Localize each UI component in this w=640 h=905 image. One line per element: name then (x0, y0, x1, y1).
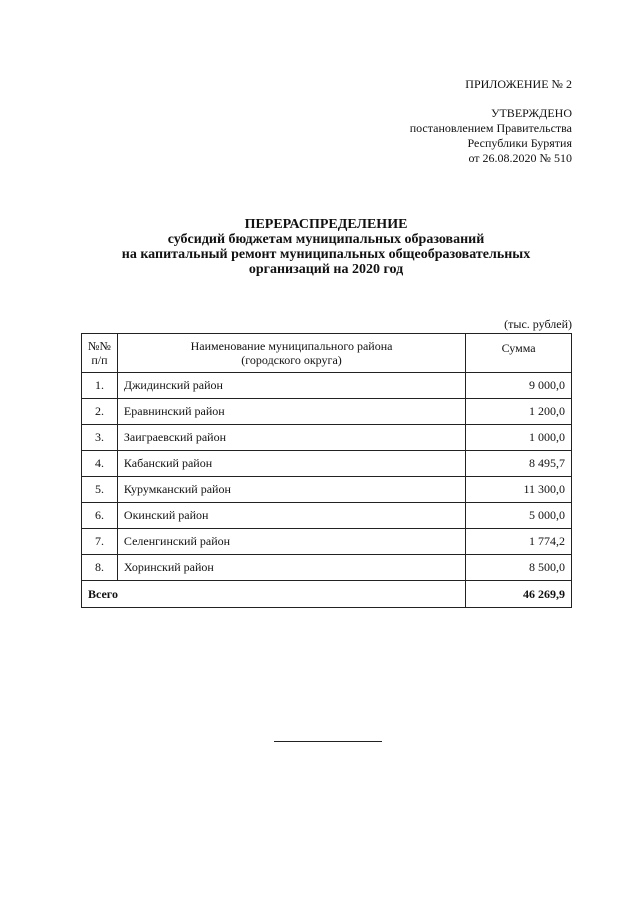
title-line-4: организаций на 2020 год (248, 262, 404, 277)
row-sum: 5 000,0 (466, 503, 572, 529)
table-row (82, 503, 572, 529)
table-row (82, 399, 572, 425)
row-district: Заиграевский район (117, 425, 465, 451)
table-row (82, 373, 572, 399)
table-row (82, 529, 572, 555)
table-row (82, 477, 572, 503)
row-district: Кабанский район (117, 451, 465, 477)
units-label: (тыс. рублей) (504, 317, 572, 331)
approved-date-number: от 26.08.2020 № 510 (468, 151, 572, 165)
row-number: 6. (82, 503, 118, 529)
row-number: 8. (82, 555, 118, 581)
approved-word: УТВЕРЖДЕНО (490, 106, 572, 120)
row-district: Селенгинский район (117, 529, 465, 555)
document-title (70, 217, 582, 277)
title-line-2: субсидий бюджетам муниципальных образований (167, 232, 485, 247)
header-number (82, 334, 118, 373)
row-sum: 8 495,7 (466, 451, 572, 477)
header-sum: Сумма (466, 334, 572, 373)
total-row (82, 581, 572, 608)
row-district: Курумканский район (117, 477, 465, 503)
row-number: 4. (82, 451, 118, 477)
row-district: Еравнинский район (117, 399, 465, 425)
row-number: 5. (82, 477, 118, 503)
approved-authority: Республики Бурятия (467, 136, 572, 150)
row-sum: 1 774,2 (466, 529, 572, 555)
row-sum: 1 000,0 (466, 425, 572, 451)
total-sum: 46 269,9 (466, 581, 572, 608)
row-number: 7. (82, 529, 118, 555)
table-row (82, 425, 572, 451)
approval-stamp (410, 106, 572, 166)
approved-by-resolution: постановлением Правительства (409, 121, 572, 135)
title-line-1: ПЕРЕРАСПРЕДЕЛЕНИЕ (244, 217, 408, 232)
header-district-name (117, 334, 465, 373)
total-label: Всего (82, 581, 466, 608)
appendix-number: ПРИЛОЖЕНИЕ № 2 (465, 77, 572, 91)
table-row (82, 555, 572, 581)
row-sum: 9 000,0 (466, 373, 572, 399)
header-name-line2: (городского округа) (241, 353, 342, 367)
allocation-table (81, 333, 572, 608)
row-number: 3. (82, 425, 118, 451)
header-number-line2: п/п (91, 353, 108, 367)
row-sum: 11 300,0 (466, 477, 572, 503)
closing-divider (274, 741, 382, 742)
table-header-row (82, 334, 572, 373)
title-line-3: на капитальный ремонт муниципальных общеобразовательных (121, 247, 531, 262)
row-number: 2. (82, 399, 118, 425)
row-sum: 1 200,0 (466, 399, 572, 425)
header-name-line1: Наименование муниципального района (190, 339, 393, 353)
row-district: Хоринский район (117, 555, 465, 581)
row-district: Джидинский район (117, 373, 465, 399)
row-district: Окинский район (117, 503, 465, 529)
row-sum: 8 500,0 (466, 555, 572, 581)
row-number: 1. (82, 373, 118, 399)
table-row (82, 451, 572, 477)
header-number-line1: №№ (88, 339, 111, 353)
appendix-label (465, 77, 572, 92)
